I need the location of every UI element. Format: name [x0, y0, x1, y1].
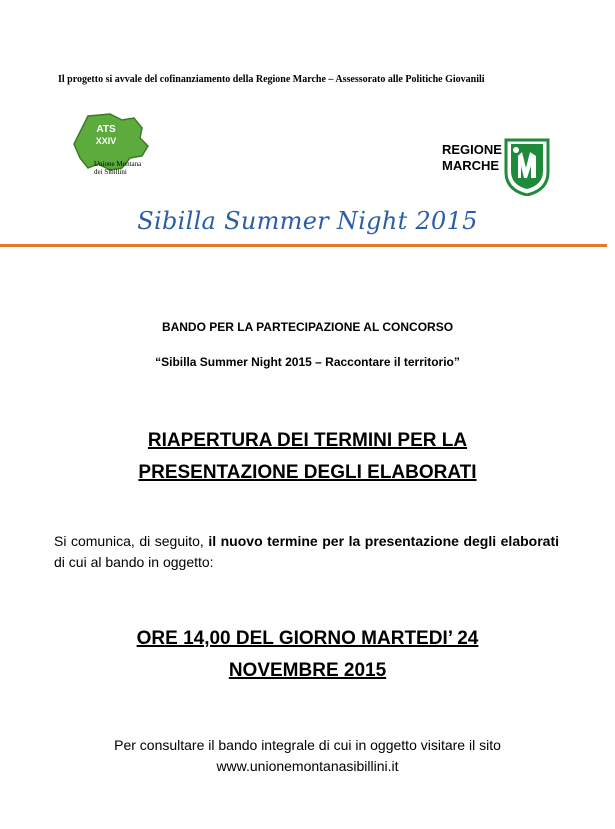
ats-caption-line2: dei Sibillini: [94, 168, 127, 176]
ats-badge-line1: ATS: [96, 124, 116, 135]
body-bold: il nuovo termine per la presentazione degli elaborati: [208, 533, 559, 549]
headline-line2: PRESENTAZIONE DEGLI ELABORATI: [138, 462, 477, 483]
deadline: [0, 623, 615, 687]
subtitle-concorso: “Sibilla Summer Night 2015 – Raccontare il territorio”: [155, 355, 460, 369]
body-rest: di cui al bando in oggetto:: [54, 554, 214, 570]
website-link[interactable]: www.unionemontanasibillini.it: [216, 758, 399, 774]
consult-note: [0, 735, 615, 777]
funding-note: Il progetto si avvale del cofinanziamento della Regione Marche – Assessorato alle Politiche Giovanili: [58, 74, 485, 85]
ats-caption: [94, 160, 141, 176]
body-paragraph: [54, 531, 559, 573]
subtitle-bando: BANDO PER LA PARTECIPAZIONE AL CONCORSO: [161, 320, 454, 334]
deadline-line2: NOVEMBRE 2015: [228, 660, 387, 681]
regione-line2: MARCHE: [442, 158, 500, 173]
deadline-line1: ORE 14,00 DEL GIORNO MARTEDI’ 24: [136, 628, 479, 649]
body-intro: Si comunica, di seguito,: [54, 533, 209, 549]
ats-badge-line2: XXIV: [95, 136, 117, 146]
regione-line1: REGIONE: [442, 142, 502, 157]
title-divider: [0, 244, 607, 247]
headline: [0, 425, 615, 489]
ats-caption-line1: Unione Montana: [94, 160, 142, 168]
headline-line1: RIAPERTURA DEI TERMINI PER LA: [147, 430, 468, 451]
page-title: Sibilla Summer Night 2015: [137, 207, 478, 235]
regione-marche-logo: [442, 138, 550, 196]
regione-marche-emblem-icon: [442, 138, 550, 196]
consult-line1: Per consultare il bando integrale di cui in oggetto visitare il sito: [114, 737, 501, 753]
